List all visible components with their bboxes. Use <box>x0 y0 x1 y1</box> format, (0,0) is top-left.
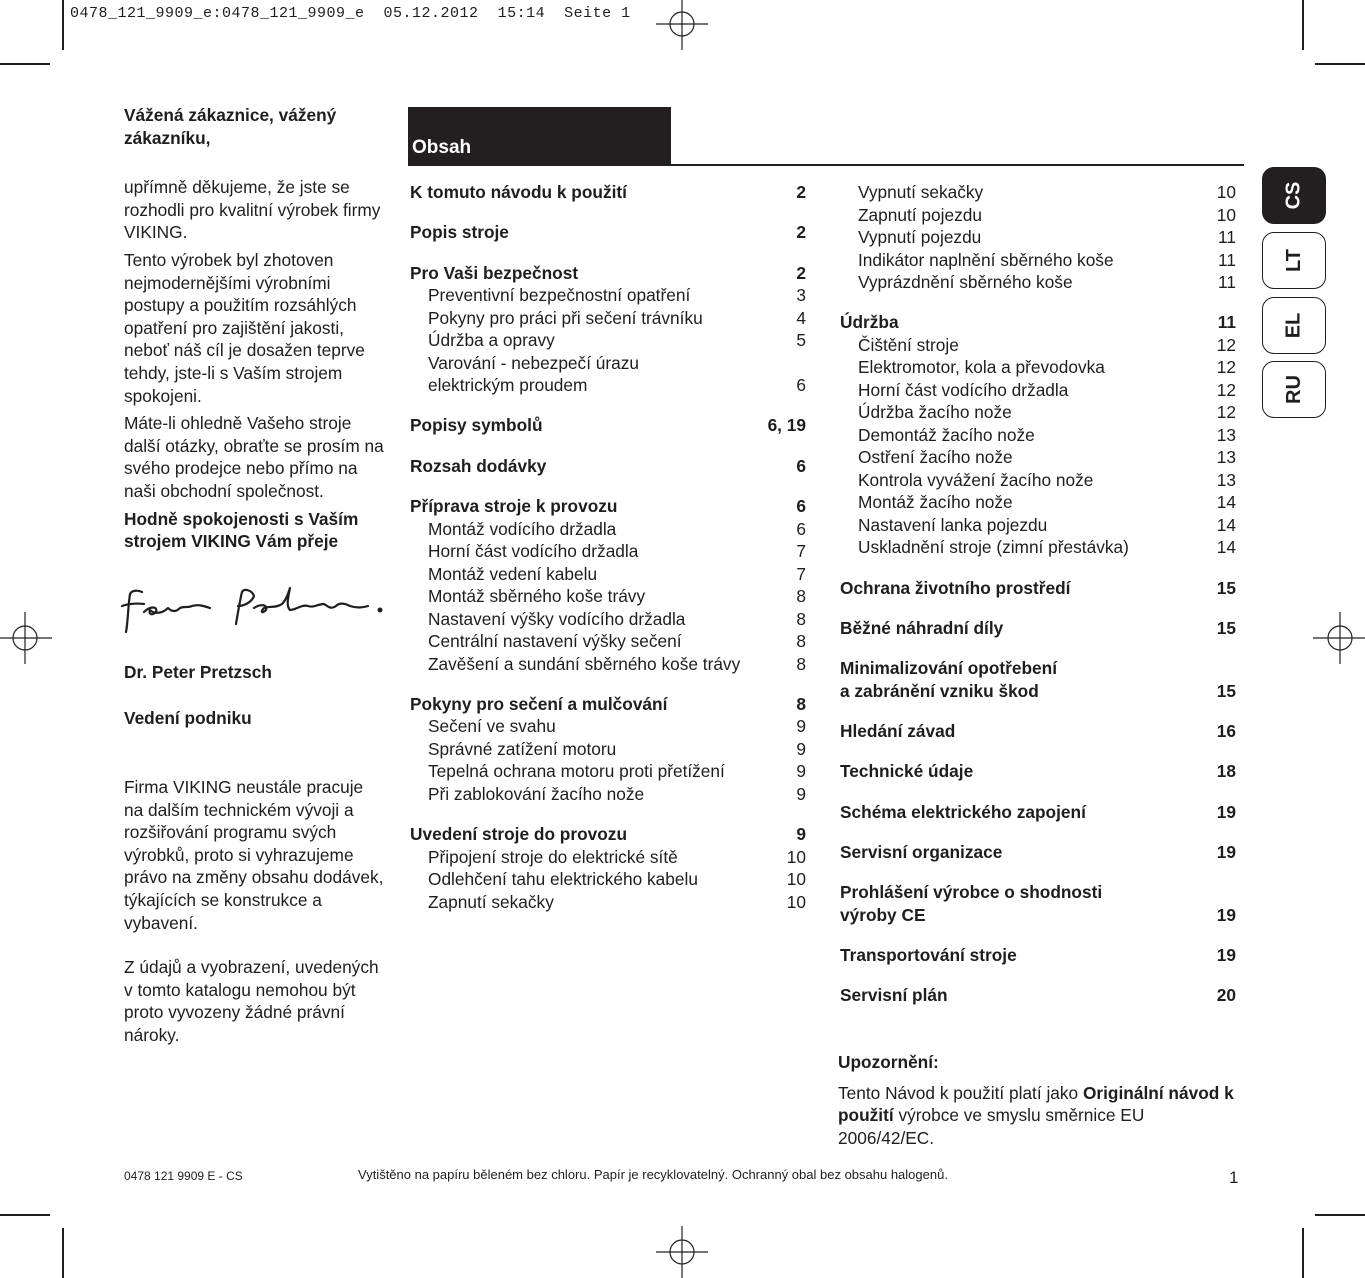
toc-label: výroby CE <box>840 904 926 925</box>
toc-page-number: 19 <box>1216 945 1236 965</box>
registration-mark-icon <box>1313 612 1365 664</box>
language-tab-ru[interactable] <box>1262 361 1326 418</box>
note-text-after: výrobce ve smyslu směrnice EU 2006/42/EC. <box>838 1105 1145 1148</box>
intro-paragraph: Tento výrobek byl zhotoven nejmodernějšími výrobními postupy a použitím rozsáhlých opatření pro zajištění jakosti, neboť náš cíl je dosažen teprve tehdy, jste-li s Vaším strojem spokojeni. <box>124 249 365 406</box>
toc-entry <box>840 469 1236 492</box>
toc-label: a zabránění vzniku škod <box>840 680 1039 701</box>
crop-mark <box>1302 1228 1304 1278</box>
toc-page-number: 20 <box>1216 985 1236 1006</box>
toc-entry <box>410 307 806 330</box>
note-heading: Upozornění: <box>838 1052 939 1072</box>
signer-name: Dr. Peter Pretzsch <box>124 662 272 682</box>
toc-page-number: 2 <box>796 222 806 243</box>
toc-page-number: 15 <box>1216 577 1236 598</box>
toc-label: K tomuto návodu k použití <box>410 182 627 202</box>
crop-mark <box>0 63 50 65</box>
toc-label: Schéma elektrického zapojení <box>840 801 1086 822</box>
disclaimer-paragraph: Z údajů a vyobrazení, uvedených v tomto katalogu nemohou být proto vyvozeny žádné právní nároky. <box>124 957 379 1045</box>
toc-label: Indikátor naplnění sběrného koše <box>858 249 1114 270</box>
toc-entry <box>840 181 1236 204</box>
registration-mark-icon <box>656 1226 708 1278</box>
toc-entry <box>410 329 806 352</box>
toc-section-heading <box>410 262 806 285</box>
toc-page-number: 9 <box>796 824 806 845</box>
toc-page-number: 12 <box>1216 402 1236 423</box>
toc-label: Minimalizování opotřebení <box>840 658 1057 679</box>
toc-section-heading <box>410 221 806 244</box>
toc-page-number: 7 <box>796 541 806 561</box>
toc-page-number: 9 <box>796 783 806 804</box>
toc-page-number: 19 <box>1216 904 1236 925</box>
toc-page-number: 7 <box>796 563 806 584</box>
toc-entry <box>410 715 806 738</box>
toc-entry <box>410 563 806 586</box>
language-tab-cs[interactable] <box>1262 167 1326 224</box>
toc-page-number: 13 <box>1216 447 1236 468</box>
intro-column <box>124 104 386 553</box>
toc-label: elektrickým proudem <box>428 375 588 396</box>
toc-section-heading <box>840 617 1236 640</box>
toc-page-number: 19 <box>1216 841 1236 862</box>
toc-label: Ochrana životního prostředí <box>840 577 1071 598</box>
signer-role: Vedení podniku <box>124 708 252 728</box>
toc-page-number: 8 <box>796 608 806 629</box>
toc-label: Pokyny pro sečení a mulčování <box>410 693 668 714</box>
toc-page-number: 5 <box>796 330 806 351</box>
toc-page-number: 11 <box>1218 272 1236 292</box>
toc-page-number: 12 <box>1216 379 1236 400</box>
toc-page-number: 13 <box>1216 424 1236 445</box>
toc-section-heading <box>840 311 1236 334</box>
toc-label: Vyprázdnění sběrného koše <box>858 272 1073 292</box>
toc-entry <box>410 540 806 563</box>
toc-label: Pokyny pro práci při sečení trávníku <box>428 307 703 328</box>
intro-paragraph: Máte-li ohledně Vašeho stroje další otázky, obraťte se prosím na svého prodejce nebo přímo na naši obchodní společnost. <box>124 413 384 501</box>
toc-label: Demontáž žacího nože <box>858 424 1035 445</box>
toc-entry <box>410 585 806 608</box>
toc-label: Vypnutí sekačky <box>858 182 984 202</box>
toc-label: Čištění stroje <box>858 334 959 355</box>
toc-page-number: 9 <box>796 761 806 782</box>
toc-page-number: 11 <box>1218 227 1236 247</box>
toc-label: Rozsah dodávky <box>410 455 547 476</box>
toc-label: Zavěšení a sundání sběrného koše trávy <box>428 653 741 674</box>
toc-label: Montáž vodícího držadla <box>428 518 617 539</box>
toc-entry <box>840 271 1236 294</box>
toc-section-heading <box>410 823 806 846</box>
toc-page-number: 2 <box>796 182 806 202</box>
toc-entry <box>840 514 1236 537</box>
toc-section-heading <box>840 680 1236 703</box>
note-text-before: Tento Návod k použití platí jako <box>838 1082 1083 1103</box>
toc-label: Prohlášení výrobce o shodnosti <box>840 882 1103 903</box>
toc-page-number: 10 <box>1216 182 1236 202</box>
toc-label: Nastavení výšky vodícího držadla <box>428 608 686 629</box>
greeting: Vážená zákaznice, vážený zákazníku, <box>124 105 337 148</box>
toc-page-number: 8 <box>796 586 806 606</box>
contents-title: Obsah <box>412 137 472 158</box>
toc-label: Příprava stroje k provozu <box>410 496 618 516</box>
toc-label: Servisní organizace <box>840 841 1003 862</box>
toc-label: Technické údaje <box>840 761 974 782</box>
toc-page-number: 15 <box>1216 617 1236 638</box>
contents-divider <box>408 164 1244 166</box>
toc-section-heading <box>840 720 1236 743</box>
toc-entry <box>840 356 1236 379</box>
crop-mark <box>62 0 64 50</box>
toc-page-number: 6 <box>796 496 806 516</box>
toc-label: Ostření žacího nože <box>858 447 1013 468</box>
registration-mark-icon <box>656 0 708 52</box>
toc-page-number: 10 <box>786 869 806 890</box>
language-tab-label: CS <box>1282 181 1305 210</box>
toc-page-number: 14 <box>1216 537 1236 558</box>
toc-entry <box>410 630 806 653</box>
signature-icon <box>118 584 388 640</box>
registration-mark-icon <box>0 612 52 664</box>
toc-label: Běžné náhradní díly <box>840 617 1004 638</box>
language-tab-lt[interactable] <box>1262 232 1326 289</box>
toc-label: Uskladnění stroje (zimní přestávka) <box>858 537 1129 558</box>
toc-section-heading <box>840 760 1236 783</box>
toc-section-heading <box>840 801 1236 824</box>
language-tab-label: LT <box>1282 249 1305 272</box>
toc-label: Sečení ve svahu <box>428 716 556 737</box>
toc-label: Centrální nastavení výšky sečení <box>428 631 682 651</box>
toc-section-heading <box>840 904 1236 927</box>
toc-entry <box>840 536 1236 559</box>
toc-section-heading <box>840 984 1236 1007</box>
crop-mark <box>1302 0 1304 50</box>
toc-page-number: 6 <box>796 518 806 539</box>
toc-label: Horní část vodícího držadla <box>858 379 1069 400</box>
toc-page-number: 10 <box>786 891 806 912</box>
toc-page-number: 13 <box>1216 469 1236 490</box>
toc-label: Odlehčení tahu elektrického kabelu <box>428 869 698 890</box>
toc-label: Vypnutí pojezdu <box>858 227 982 247</box>
toc-label: Popisy symbolů <box>410 415 543 436</box>
toc-entry <box>410 374 806 397</box>
toc-page-number: 3 <box>796 285 806 306</box>
disclaimer <box>124 776 386 1047</box>
toc-entry <box>410 352 806 375</box>
toc-label: Montáž vedení kabelu <box>428 563 598 584</box>
toc-page-number: 6 <box>796 455 806 476</box>
toc-label: Nastavení lanka pojezdu <box>858 514 1048 535</box>
toc-page-number: 15 <box>1216 680 1236 701</box>
toc-entry <box>840 204 1236 227</box>
toc-section-heading <box>840 881 1236 904</box>
toc-label: Pro Vaši bezpečnost <box>410 262 579 283</box>
language-tab-label: EL <box>1282 312 1305 339</box>
toc-label: Varování - nebezpečí úrazu <box>428 352 640 373</box>
toc-page-number: 8 <box>796 693 806 714</box>
toc-entry <box>410 846 806 869</box>
toc-entry <box>410 891 806 914</box>
crop-mark <box>1315 1214 1365 1216</box>
toc-section-heading <box>410 693 806 716</box>
note-text <box>838 1082 1238 1150</box>
toc-entry <box>410 653 806 676</box>
toc-section-heading <box>410 495 806 518</box>
toc-page-number: 16 <box>1216 721 1236 741</box>
toc-page-number: 9 <box>796 738 806 759</box>
toc-entry <box>840 226 1236 249</box>
toc-entry <box>410 518 806 541</box>
toc-label: Horní část vodícího držadla <box>428 541 639 561</box>
toc-section-heading <box>840 577 1236 600</box>
toc-section-heading <box>840 944 1236 967</box>
toc-page-number: 11 <box>1217 312 1236 333</box>
toc-label: Zapnutí sekačky <box>428 891 554 912</box>
toc-entry <box>840 491 1236 514</box>
print-header: 0478_121_9909_e:0478_121_9909_e 05.12.2012 15:14 Seite 1 <box>70 5 631 22</box>
toc-label: Hledání závad <box>840 721 956 741</box>
toc-page-number: 8 <box>796 631 806 651</box>
toc-page-number: 2 <box>796 262 806 283</box>
language-tab-label: RU <box>1282 375 1305 404</box>
toc-label: Transportování stroje <box>840 945 1017 965</box>
footer-notice: Vytištěno na papíru běleném bez chloru. Papír je recyklovatelný. Ochranný obal bez obsahu halogenů. <box>358 1167 948 1182</box>
crop-mark <box>62 1228 64 1278</box>
toc-page-number: 4 <box>796 307 806 328</box>
toc-entry <box>840 334 1236 357</box>
toc-page-number: 14 <box>1216 492 1236 513</box>
toc-page-number: 14 <box>1216 514 1236 535</box>
toc-label: Údržba a opravy <box>428 330 555 351</box>
toc-entry <box>410 783 806 806</box>
toc-section-heading <box>410 181 806 204</box>
crop-mark <box>1315 63 1365 65</box>
note <box>838 1051 1238 1149</box>
toc-page-number: 12 <box>1216 357 1236 378</box>
toc-label: Kontrola vyvážení žacího nože <box>858 469 1094 490</box>
toc-label: Montáž žacího nože <box>858 492 1013 513</box>
toc-page-number: 10 <box>1216 204 1236 225</box>
toc-page-number: 11 <box>1218 249 1236 270</box>
toc-entry <box>410 608 806 631</box>
toc-entry <box>410 284 806 307</box>
toc-label: Servisní plán <box>840 985 948 1006</box>
page-number: 1 <box>1229 1168 1239 1187</box>
toc-label: Uvedení stroje do provozu <box>410 824 628 845</box>
toc-label: Tepelná ochrana motoru proti přetížení <box>428 761 725 782</box>
toc-label: Preventivní bezpečnostní opatření <box>428 285 691 306</box>
toc-entry <box>840 446 1236 469</box>
toc-section-heading <box>840 841 1236 864</box>
toc-label: Údržba žacího nože <box>858 402 1012 423</box>
toc-entry <box>410 738 806 761</box>
document-code: 0478 121 9909 E - CS <box>124 1169 243 1183</box>
toc-page-number: 12 <box>1216 334 1236 355</box>
toc-entry <box>840 401 1236 424</box>
note-text-bold: Originální návod k použití <box>838 1082 1234 1126</box>
toc-entry <box>840 424 1236 447</box>
toc-entry <box>410 868 806 891</box>
toc-page-number: 18 <box>1216 761 1236 782</box>
toc-label: Popis stroje <box>410 222 509 243</box>
toc-page-number: 6 <box>796 375 806 396</box>
toc-page-number: 8 <box>796 653 806 674</box>
toc-label: Zapnutí pojezdu <box>858 204 982 225</box>
toc-page-number: 10 <box>786 846 806 867</box>
toc-entry <box>840 249 1236 272</box>
toc-label: Při zablokování žacího nože <box>428 783 645 804</box>
toc-page-number: 19 <box>1216 801 1236 822</box>
language-tab-el[interactable] <box>1262 297 1326 354</box>
toc-entry <box>410 760 806 783</box>
disclaimer-paragraph: Firma VIKING neustále pracuje na dalším technickém vývoji a rozšiřování programu svých výrobků, proto si vyhrazujeme právo na změny obsahu dodávek, týkajících se konstrukce a vybavení. <box>124 777 384 933</box>
toc-section-heading <box>410 414 806 437</box>
toc-page-number: 9 <box>796 716 806 737</box>
toc-page-number: 6, 19 <box>767 415 806 436</box>
toc-entry <box>840 379 1236 402</box>
crop-mark <box>0 1214 50 1216</box>
closing-text: Hodně spokojenosti s Vaším strojem VIKING Vám přeje <box>124 508 359 552</box>
toc-section-heading <box>410 455 806 478</box>
toc-label: Montáž sběrného koše trávy <box>428 586 646 606</box>
toc-label: Údržba <box>840 312 899 333</box>
toc-section-heading <box>840 657 1236 680</box>
intro-paragraph: upřímně děkujeme, že jste se rozhodli pro kvalitní výrobek firmy VIKING. <box>124 177 381 243</box>
toc-label: Připojení stroje do elektrické sítě <box>428 846 678 867</box>
toc-label: Správné zatížení motoru <box>428 738 617 759</box>
toc-label: Elektromotor, kola a převodovka <box>858 357 1105 378</box>
